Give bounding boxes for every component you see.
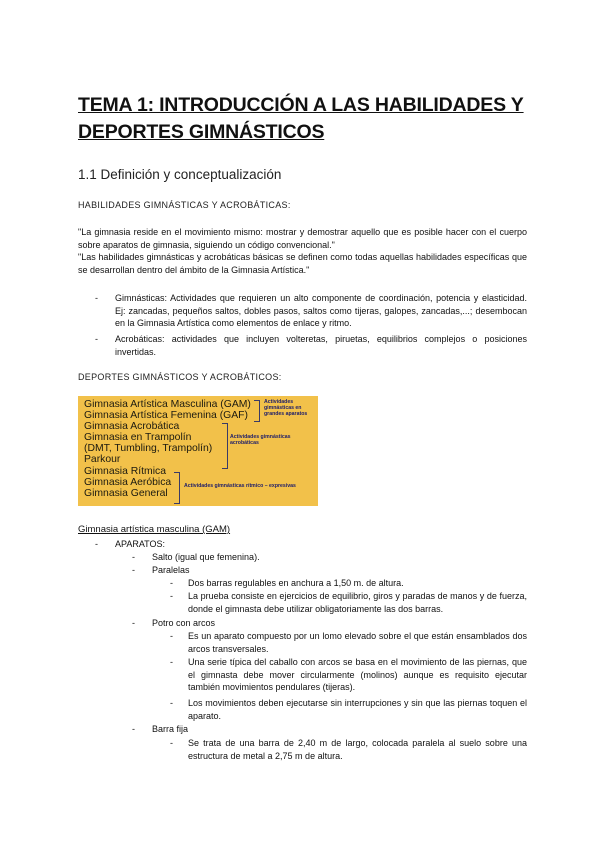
bullet-dash: - [132,724,135,734]
paralelas-item: Dos barras regulables en anchura a 1,50 m. de altura. [188,578,404,588]
bullet-dash: - [132,565,135,575]
apparatus-paralelas: Paralelas [152,565,190,575]
bullet-dash: - [170,738,173,748]
heading-deportes: DEPORTES GIMNÁSTICOS Y ACROBÁTICOS: [78,372,282,382]
brace-2 [222,423,228,469]
figure-item: Gimnasia en Trampolín [84,432,192,444]
potro-item: Una serie típica del caballo con arcos se basa en el movimiento de las piernas, que el gimnasta debe mover circularmente (molinos) aunque es requisito ejecutar también movimientos pendulares (tijeras). [188,657,527,692]
figure-item: Gimnasia Acrobática [84,421,180,433]
page-title: TEMA 1: INTRODUCCIÓN A LAS HABILIDADES Y DEPORTES GIMNÁSTICOS [78,94,524,143]
brace-1 [254,400,260,422]
bullet-dash: - [95,293,98,303]
potro-item: Los movimientos deben ejecutarse sin interrupciones y sin que las piernas toquen el aparato. [188,698,527,721]
bullet-dash: - [170,631,173,641]
apparatus-salto: Salto (igual que femenina). [152,552,260,562]
figure-item: Gimnasia Aeróbica [84,476,172,488]
bullet-dash: - [95,539,98,549]
gymnastics-classification-figure [78,396,318,506]
bullet-dash: - [170,578,173,588]
gam-heading: Gimnasia artística masculina (GAM) [78,524,231,535]
figure-item: Gimnasia Artística Masculina (GAM) [84,399,251,410]
section-subtitle: 1.1 Definición y conceptualización [78,167,282,182]
figure-item: Parkour [84,454,121,466]
bullet-dash: - [132,552,135,562]
barra-item: Se trata de una barra de 2,40 m de largo, colocada paralela al suelo sobre una estructura de metal a 2,75 m de altura. [188,738,527,761]
definition-paragraph-2: "Las habilidades gimnásticas y acrobáticas básicas se definen como todas aquellas habilidades específicas que se desarrollan dentro del ámbito de la Gimnasia Artística." [78,252,527,275]
figure-item: Gimnasia Rítmica [84,465,166,477]
heading-habilidades: HABILIDADES GIMNÁSTICAS Y ACROBÁTICAS: [78,200,291,210]
brace-3 [174,472,180,504]
bullet-gimnasticas: Gimnásticas: Actividades que requieren un alto componente de coordinación, potencia y elasticidad. Ej: zancadas, pequeños saltos, dobles pasos, saltos como tijeras, galopes, zancadas,...; desembocan en la Gimnasia Artística como elementos de enlace y ritmo. [115,293,527,328]
aparatos-label: APARATOS: [115,539,166,549]
figure-note-2: Actividades gimnásticas acrobáticas [230,434,291,446]
figure-note-1: Actividades gimnásticas en grandes aparatos [264,399,308,417]
bullet-dash: - [170,657,173,667]
figure-item: Gimnasia General [84,487,168,499]
bullet-dash: - [132,618,135,628]
figure-item: Gimnasia Artística Femenina (GAF) [84,410,248,422]
bullet-acrobaticas: Acrobáticas: actividades que incluyen volteretas, piruetas, equilibrios complejos o posiciones invertidas. [115,334,527,357]
figure-note-3: Actividades gimnásticas rítmico – expresivas [184,483,296,489]
bullet-dash: - [95,334,98,344]
apparatus-potro: Potro con arcos [152,618,216,628]
figure-item: (DMT, Tumbling, Trampolín) [84,443,213,455]
bullet-dash: - [170,698,173,708]
definition-paragraph-1: "La gimnasia reside en el movimiento mismo: mostrar y demostrar aquello que es posible hacer con el cuerpo sobre aparatos de gimnasia, siguiendo un código convencional." [78,227,527,250]
apparatus-barra: Barra fija [152,724,189,734]
bullet-dash: - [170,591,173,601]
potro-item: Es un aparato compuesto por un lomo elevado sobre el que están ensamblados dos arcos transversales. [188,631,527,654]
paralelas-item: La prueba consiste en ejercicios de equilibrio, giros y paradas de manos y de fuerza, donde el gimnasta debe utilizar obligatoriamente las dos barras. [188,591,527,614]
